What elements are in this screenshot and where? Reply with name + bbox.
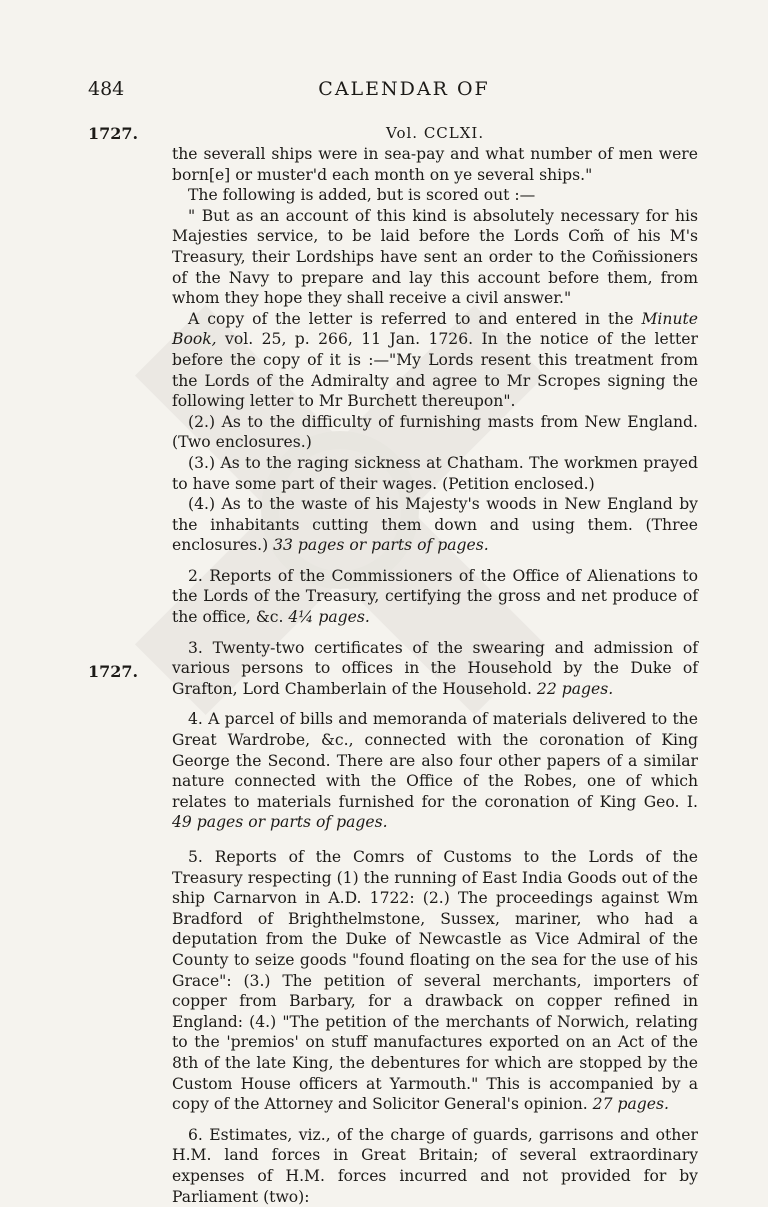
body-text: [172, 144, 698, 1207]
minute-book-ref: Minute Book,: [172, 309, 698, 349]
text-run: A copy of the letter is referred to and entered in the: [188, 309, 642, 328]
text-run: vol. 25, p. 266, 11 Jan. 1726. In the notice of the letter before the copy of it is :—"My Lords resent this treatment from the Lords of the Admiralty and agree to Mr Scropes signing the following letter to Mr Burchett thereupon".: [172, 330, 698, 411]
paragraph: the severall ships were in sea-pay and what number of men were born[e] or muster'd each month on ye several ships.": [172, 145, 698, 184]
volume-heading: Vol. CCLXI.: [386, 124, 485, 142]
paragraph: (3.) As to the raging sickness at Chatham. The workmen prayed to have some part of their wages. (Petition enclosed.): [172, 453, 698, 493]
paragraph: The following is added, but is scored out :—: [188, 186, 536, 205]
quoted-paragraph: " But as an account of this kind is absolutely necessary for his Majesties service, to be laid before the Lords Com̃ of his M's Treasury, their Lordships have sent an order to the Com̃issioners of the Navy to prepare and lay this account before them, from whom they hope they shall receive a civil answer.": [172, 206, 698, 308]
page-count: 33 pages or parts of pages.: [273, 536, 489, 555]
paragraph: [172, 709, 698, 833]
page-count: 27 pages.: [592, 1095, 669, 1114]
text-run: (4.) As to the waste of his Majesty's woods in New England by the inhabitants cutting them down and using them. (Three enclosures.): [172, 495, 698, 555]
paragraph: [172, 638, 698, 700]
page-count: 22 pages.: [536, 679, 614, 698]
margin-year-top: 1727.: [88, 124, 139, 143]
paragraph: [172, 566, 698, 628]
running-title: CALENDAR OF: [318, 78, 490, 100]
page-count: 4¼ pages.: [288, 608, 370, 627]
page-number: 484: [88, 78, 125, 100]
paragraph: 6. Estimates, viz., of the charge of guards, garrisons and other H.M. land forces in Great Britain; of several extraordinary expenses of H.M. forces incurred and not provided for by Parliament (two):: [172, 1125, 698, 1206]
paragraph: [172, 847, 698, 1115]
page-count: 49 pages or parts of pages.: [172, 813, 388, 832]
text-run: 4. A parcel of bills and memoranda of materials delivered to the Great Wardrobe, &c., connected with the coronation of King George the Second. There are also four other papers of a similar nature connected with the Office of the Robes, one of which relates to materials furnished for the coronation of King Geo. I.: [172, 710, 698, 811]
paragraph: [172, 494, 698, 556]
text-run: 3. Twenty-two certificates of the swearing and admission of various persons to offices in the Household by the Duke of Grafton, Lord Chamberlain of the Household.: [172, 638, 698, 698]
text-run: 2. Reports of the Commissioners of the Office of Alienations to the Lords of the Treasury, certifying the gross and net produce of the office, &c.: [172, 566, 698, 627]
margin-year-item5: 1727.: [88, 662, 139, 681]
text-run: 5. Reports of the Comrs of Customs to the Lords of the Treasury respecting (1) the running of East India Goods out of the ship Carnarvon in A.D. 1722: (2.) The proceedings against Wm Bradford of Brighthelmstone, Sussex, mariner, who had a deputation from the Duke of Newcastle as Vice Admiral of the County to seize goods "found floating on the sea for the use of his Grace": (3.) The petition of several merchants, importers of copper from Barbary, for a drawback on copper refined in England: (4.) "The petition of the merchants of Norwich, relating to the 'premios' on stuff manufactures exported on an Act of the 8th of the late King, the debentures for which are stopped by the Custom House officers at Yarmouth." This is accompanied by a copy of the Attorney and Solicitor General's opinion.: [172, 848, 698, 1114]
paragraph: [172, 309, 698, 412]
paragraph: (2.) As to the difficulty of furnishing masts from New England. (Two enclosures.): [172, 412, 698, 452]
